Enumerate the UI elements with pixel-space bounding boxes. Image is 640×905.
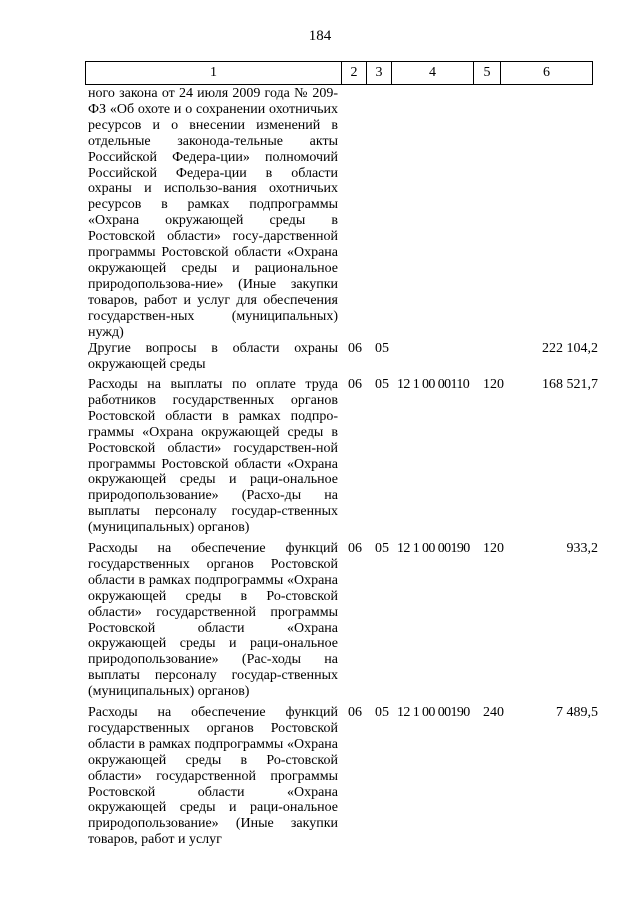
row-amount: 7 489,5: [556, 705, 598, 720]
row-section: 06: [348, 341, 362, 356]
column-header-1: 1: [86, 62, 342, 85]
row-expense-type: 120: [483, 541, 504, 556]
row-target-code: 12 1 00 00190: [397, 705, 470, 720]
row-section: 06: [348, 541, 362, 556]
column-header-row: [86, 62, 593, 85]
row-subsection: 05: [375, 377, 389, 392]
row-amount: 168 521,7: [542, 377, 598, 392]
column-header-5: 5: [474, 62, 501, 85]
row-section: 06: [348, 377, 362, 392]
column-header-4: 4: [392, 62, 474, 85]
page-number: 184: [308, 28, 332, 44]
column-header-table: [85, 61, 593, 85]
row-section: 06: [348, 705, 362, 720]
row-description: Другие вопросы в области охраны окружающей среды: [88, 341, 338, 372]
row-amount: 933,2: [566, 541, 598, 556]
row-description: Расходы на обеспечение функций государственных органов Ростовской области в рамках подпрограммы «Охрана окружающей среды в Ро-стовской области» государственной программы Ростовской области «Охрана окружающей среды и раци-ональное природопользование» (Иные закупки товаров, работ и услуг: [88, 705, 338, 848]
row-expense-type: 120: [483, 377, 504, 392]
column-header-2: 2: [342, 62, 367, 85]
row-subsection: 05: [375, 541, 389, 556]
row-description: ного закона от 24 июля 2009 года № 209-ФЗ «Об охоте и о сохранении охотничьих ресурсов и о внесении изменений в отдельные законода-тельные акты Российской Федера-ции» полномочий Российской Федера-ции в области охраны и использо-вания охотничьих ресурсов в рамках подпрограммы «Охрана окружающей среды в Ростовской области» госу-дарственной программы Ростовской области «Охрана окружающей среды и рациональное природопользова-ние» (Иные закупки товаров, работ и услуг для обеспечения государствен-ных (муниципальных) нужд): [88, 86, 338, 340]
row-description: Расходы на обеспечение функций государственных органов Ростовской области в рамках подпрограммы «Охрана окружающей среды в Ро-стовской области» государственной программы Ростовской области «Охрана окружающей среды и раци-ональное природопользование» (Рас-ходы на выплаты персоналу государ-ственных (муниципальных) органов): [88, 541, 338, 700]
column-header-3: 3: [367, 62, 392, 85]
row-expense-type: 240: [483, 705, 504, 720]
column-header-6: 6: [501, 62, 593, 85]
row-target-code: 12 1 00 00110: [397, 377, 470, 392]
row-subsection: 05: [375, 705, 389, 720]
row-amount: 222 104,2: [542, 341, 598, 356]
row-subsection: 05: [375, 341, 389, 356]
row-description: Расходы на выплаты по оплате труда работников государственных органов Ростовской области в рамках подпро-граммы «Охрана окружающей среды в Ростовской области» государствен-ной программы Ростовской области «Охрана окружающей среды и раци-ональное природопользование» (Расхо-ды на выплаты персоналу государ-ственных (муниципальных) органов): [88, 377, 338, 536]
row-target-code: 12 1 00 00190: [397, 541, 470, 556]
